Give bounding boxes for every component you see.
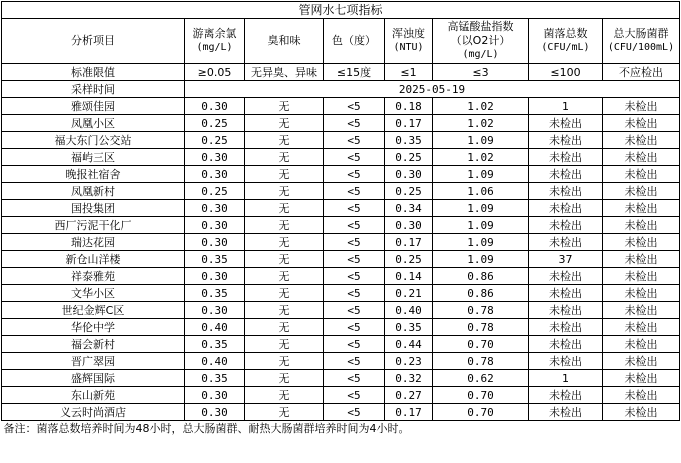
color-value: <5 [324,302,385,319]
odor-value: 无 [245,370,324,387]
cod-value: 0.70 [433,336,529,353]
sampling-label: 采样时间 [2,81,185,98]
site-name: 东山新苑 [2,387,185,404]
table-row [2,319,680,336]
cod-value: 0.86 [433,268,529,285]
chlorine-value: 0.30 [185,387,245,404]
turbidity-value: 0.21 [385,285,433,302]
cod-value: 1.09 [433,217,529,234]
cod-value: 1.02 [433,115,529,132]
site-name: 祥泰雅苑 [2,268,185,285]
header-bacteria-label: 菌落总数 [543,27,588,40]
odor-value: 无 [245,353,324,370]
cod-value: 1.02 [433,98,529,115]
odor-value: 无 [245,319,324,336]
chlorine-value: 0.30 [185,217,245,234]
header-turbidity [385,19,433,64]
table-row [2,387,680,404]
coliform-value: 未检出 [603,183,680,200]
site-name: 世纪金辉C区 [2,302,185,319]
color-value: <5 [324,370,385,387]
turbidity-value: 0.25 [385,251,433,268]
color-value: <5 [324,353,385,370]
color-value: <5 [324,251,385,268]
turbidity-value: 0.18 [385,98,433,115]
chlorine-value: 0.30 [185,200,245,217]
sampling-date: 2025-05-19 [185,81,680,98]
limit-bacteria: ≤100 [529,64,603,81]
coliform-value: 未检出 [603,166,680,183]
coliform-value: 未检出 [603,387,680,404]
table-note: 备注：菌落总数培养时间为48小时，总大肠菌群、耐热大肠菌群培养时间为4小时。 [3,422,410,435]
table-row [2,353,680,370]
bacteria-value: 未检出 [529,319,603,336]
turbidity-value: 0.34 [385,200,433,217]
color-value: <5 [324,217,385,234]
chlorine-value: 0.35 [185,336,245,353]
coliform-value: 未检出 [603,404,680,421]
coliform-value: 未检出 [603,149,680,166]
bacteria-value: 未检出 [529,217,603,234]
odor-value: 无 [245,268,324,285]
bacteria-value: 37 [529,251,603,268]
cod-value: 0.78 [433,319,529,336]
color-value: <5 [324,149,385,166]
odor-value: 无 [245,98,324,115]
header-color: 色（度） [324,19,385,64]
site-name: 盛辉国际 [2,370,185,387]
turbidity-value: 0.44 [385,336,433,353]
coliform-value: 未检出 [603,98,680,115]
table-row [2,166,680,183]
site-name: 华伦中学 [2,319,185,336]
coliform-value: 未检出 [603,217,680,234]
header-coliform-label: 总大肠菌群 [613,27,669,40]
cod-value: 0.62 [433,370,529,387]
bacteria-value: 未检出 [529,404,603,421]
chlorine-value: 0.35 [185,251,245,268]
header-turbidity-label: 浑浊度 [392,27,425,40]
site-name: 雅颂佳园 [2,98,185,115]
title-row [2,2,680,19]
table-row [2,285,680,302]
chlorine-value: 0.25 [185,132,245,149]
limit-color: ≤15度 [324,64,385,81]
coliform-value: 未检出 [603,234,680,251]
color-value: <5 [324,166,385,183]
bacteria-value: 未检出 [529,336,603,353]
table-body [2,2,680,421]
bacteria-value: 未检出 [529,387,603,404]
site-name: 晋广翠园 [2,353,185,370]
turbidity-value: 0.30 [385,166,433,183]
coliform-value: 未检出 [603,319,680,336]
table-row [2,370,680,387]
color-value: <5 [324,132,385,149]
chlorine-value: 0.25 [185,183,245,200]
cod-value: 1.02 [433,149,529,166]
cod-value: 0.70 [433,387,529,404]
odor-value: 无 [245,285,324,302]
bacteria-value: 未检出 [529,353,603,370]
coliform-value: 未检出 [603,353,680,370]
table-row [2,183,680,200]
site-name: 义云时尚酒店 [2,404,185,421]
header-item: 分析项目 [2,19,185,64]
header-odor: 臭和味 [245,19,324,64]
site-name: 瑞达花园 [2,234,185,251]
limit-cod: ≤3 [433,64,529,81]
header-turbidity-unit: (NTU) [393,42,424,53]
header-coliform-unit: (CFU/100mL) [607,42,675,53]
turbidity-value: 0.14 [385,268,433,285]
color-value: <5 [324,336,385,353]
coliform-value: 未检出 [603,115,680,132]
bacteria-value: 未检出 [529,200,603,217]
turbidity-value: 0.17 [385,404,433,421]
turbidity-value: 0.27 [385,387,433,404]
table-row [2,268,680,285]
header-cod [433,19,529,64]
bacteria-value: 未检出 [529,268,603,285]
turbidity-value: 0.25 [385,183,433,200]
cod-value: 1.09 [433,200,529,217]
limit-odor: 无异臭、异味 [245,64,324,81]
site-name: 凤凰小区 [2,115,185,132]
chlorine-value: 0.35 [185,285,245,302]
chlorine-value: 0.25 [185,115,245,132]
header-cod-unit: (mg/L) [462,49,499,60]
header-cod-basis: （以O2计） [450,34,511,47]
table-row [2,115,680,132]
cod-value: 1.09 [433,251,529,268]
color-value: <5 [324,285,385,302]
bacteria-value: 未检出 [529,149,603,166]
table-row [2,404,680,421]
odor-value: 无 [245,387,324,404]
table-row [2,217,680,234]
coliform-value: 未检出 [603,251,680,268]
cod-value: 0.70 [433,404,529,421]
header-bacteria-unit: (CFU/mL) [541,42,590,53]
limit-chlorine: ≥0.05 [185,64,245,81]
sampling-row [2,81,680,98]
site-name: 文华小区 [2,285,185,302]
table-title: 管网水七项指标 [2,2,680,19]
site-name: 福屿三区 [2,149,185,166]
odor-value: 无 [245,200,324,217]
limit-coliform: 不应检出 [603,64,680,81]
coliform-value: 未检出 [603,132,680,149]
turbidity-value: 0.17 [385,234,433,251]
chlorine-value: 0.30 [185,404,245,421]
site-name: 福大东门公交站 [2,132,185,149]
header-coliform [603,19,680,64]
limits-row [2,64,680,81]
site-name: 晚报社宿舍 [2,166,185,183]
chlorine-value: 0.30 [185,149,245,166]
cod-value: 1.09 [433,234,529,251]
chlorine-value: 0.30 [185,98,245,115]
odor-value: 无 [245,183,324,200]
coliform-value: 未检出 [603,285,680,302]
table-row [2,251,680,268]
table-row [2,132,680,149]
bacteria-value: 未检出 [529,166,603,183]
limit-turbidity: ≤1 [385,64,433,81]
coliform-value: 未检出 [603,336,680,353]
odor-value: 无 [245,302,324,319]
header-cod-label: 高锰酸盐指数 [447,20,514,33]
bacteria-value: 1 [529,370,603,387]
turbidity-value: 0.35 [385,319,433,336]
coliform-value: 未检出 [603,302,680,319]
turbidity-value: 0.35 [385,132,433,149]
cod-value: 0.78 [433,302,529,319]
odor-value: 无 [245,234,324,251]
color-value: <5 [324,115,385,132]
color-value: <5 [324,404,385,421]
water-quality-table [1,1,680,436]
coliform-value: 未检出 [603,370,680,387]
turbidity-value: 0.25 [385,149,433,166]
odor-value: 无 [245,166,324,183]
header-chlorine [185,19,245,64]
turbidity-value: 0.32 [385,370,433,387]
color-value: <5 [324,200,385,217]
header-chlorine-label: 游离余氯 [192,27,237,40]
odor-value: 无 [245,149,324,166]
chlorine-value: 0.30 [185,234,245,251]
chlorine-value: 0.30 [185,268,245,285]
odor-value: 无 [245,115,324,132]
cod-value: 0.86 [433,285,529,302]
turbidity-value: 0.40 [385,302,433,319]
chlorine-value: 0.40 [185,353,245,370]
odor-value: 无 [245,132,324,149]
cod-value: 1.09 [433,166,529,183]
cod-value: 1.06 [433,183,529,200]
turbidity-value: 0.17 [385,115,433,132]
turbidity-value: 0.23 [385,353,433,370]
table-row [2,200,680,217]
bacteria-value: 未检出 [529,302,603,319]
bacteria-value: 未检出 [529,183,603,200]
bacteria-value: 1 [529,98,603,115]
site-name: 新仓山洋楼 [2,251,185,268]
chlorine-value: 0.35 [185,370,245,387]
odor-value: 无 [245,217,324,234]
bacteria-value: 未检出 [529,234,603,251]
table-row [2,98,680,115]
color-value: <5 [324,268,385,285]
color-value: <5 [324,98,385,115]
odor-value: 无 [245,404,324,421]
bacteria-value: 未检出 [529,132,603,149]
chlorine-value: 0.30 [185,302,245,319]
color-value: <5 [324,319,385,336]
coliform-value: 未检出 [603,268,680,285]
table-row [2,302,680,319]
site-name: 西厂污泥干化厂 [2,217,185,234]
note-row [2,421,680,437]
odor-value: 无 [245,251,324,268]
chlorine-value: 0.30 [185,166,245,183]
header-chlorine-unit: (mg/L) [196,42,233,53]
table-row [2,234,680,251]
table-row [2,149,680,166]
table-row [2,336,680,353]
header-row [2,19,680,64]
odor-value: 无 [245,336,324,353]
color-value: <5 [324,234,385,251]
cod-value: 1.09 [433,132,529,149]
site-name: 福会新村 [2,336,185,353]
cod-value: 0.78 [433,353,529,370]
bacteria-value: 未检出 [529,285,603,302]
header-bacteria [529,19,603,64]
turbidity-value: 0.30 [385,217,433,234]
site-name: 凤凰新村 [2,183,185,200]
site-name: 国投集团 [2,200,185,217]
bacteria-value: 未检出 [529,115,603,132]
color-value: <5 [324,387,385,404]
color-value: <5 [324,183,385,200]
limits-label: 标准限值 [2,64,185,81]
coliform-value: 未检出 [603,200,680,217]
chlorine-value: 0.40 [185,319,245,336]
